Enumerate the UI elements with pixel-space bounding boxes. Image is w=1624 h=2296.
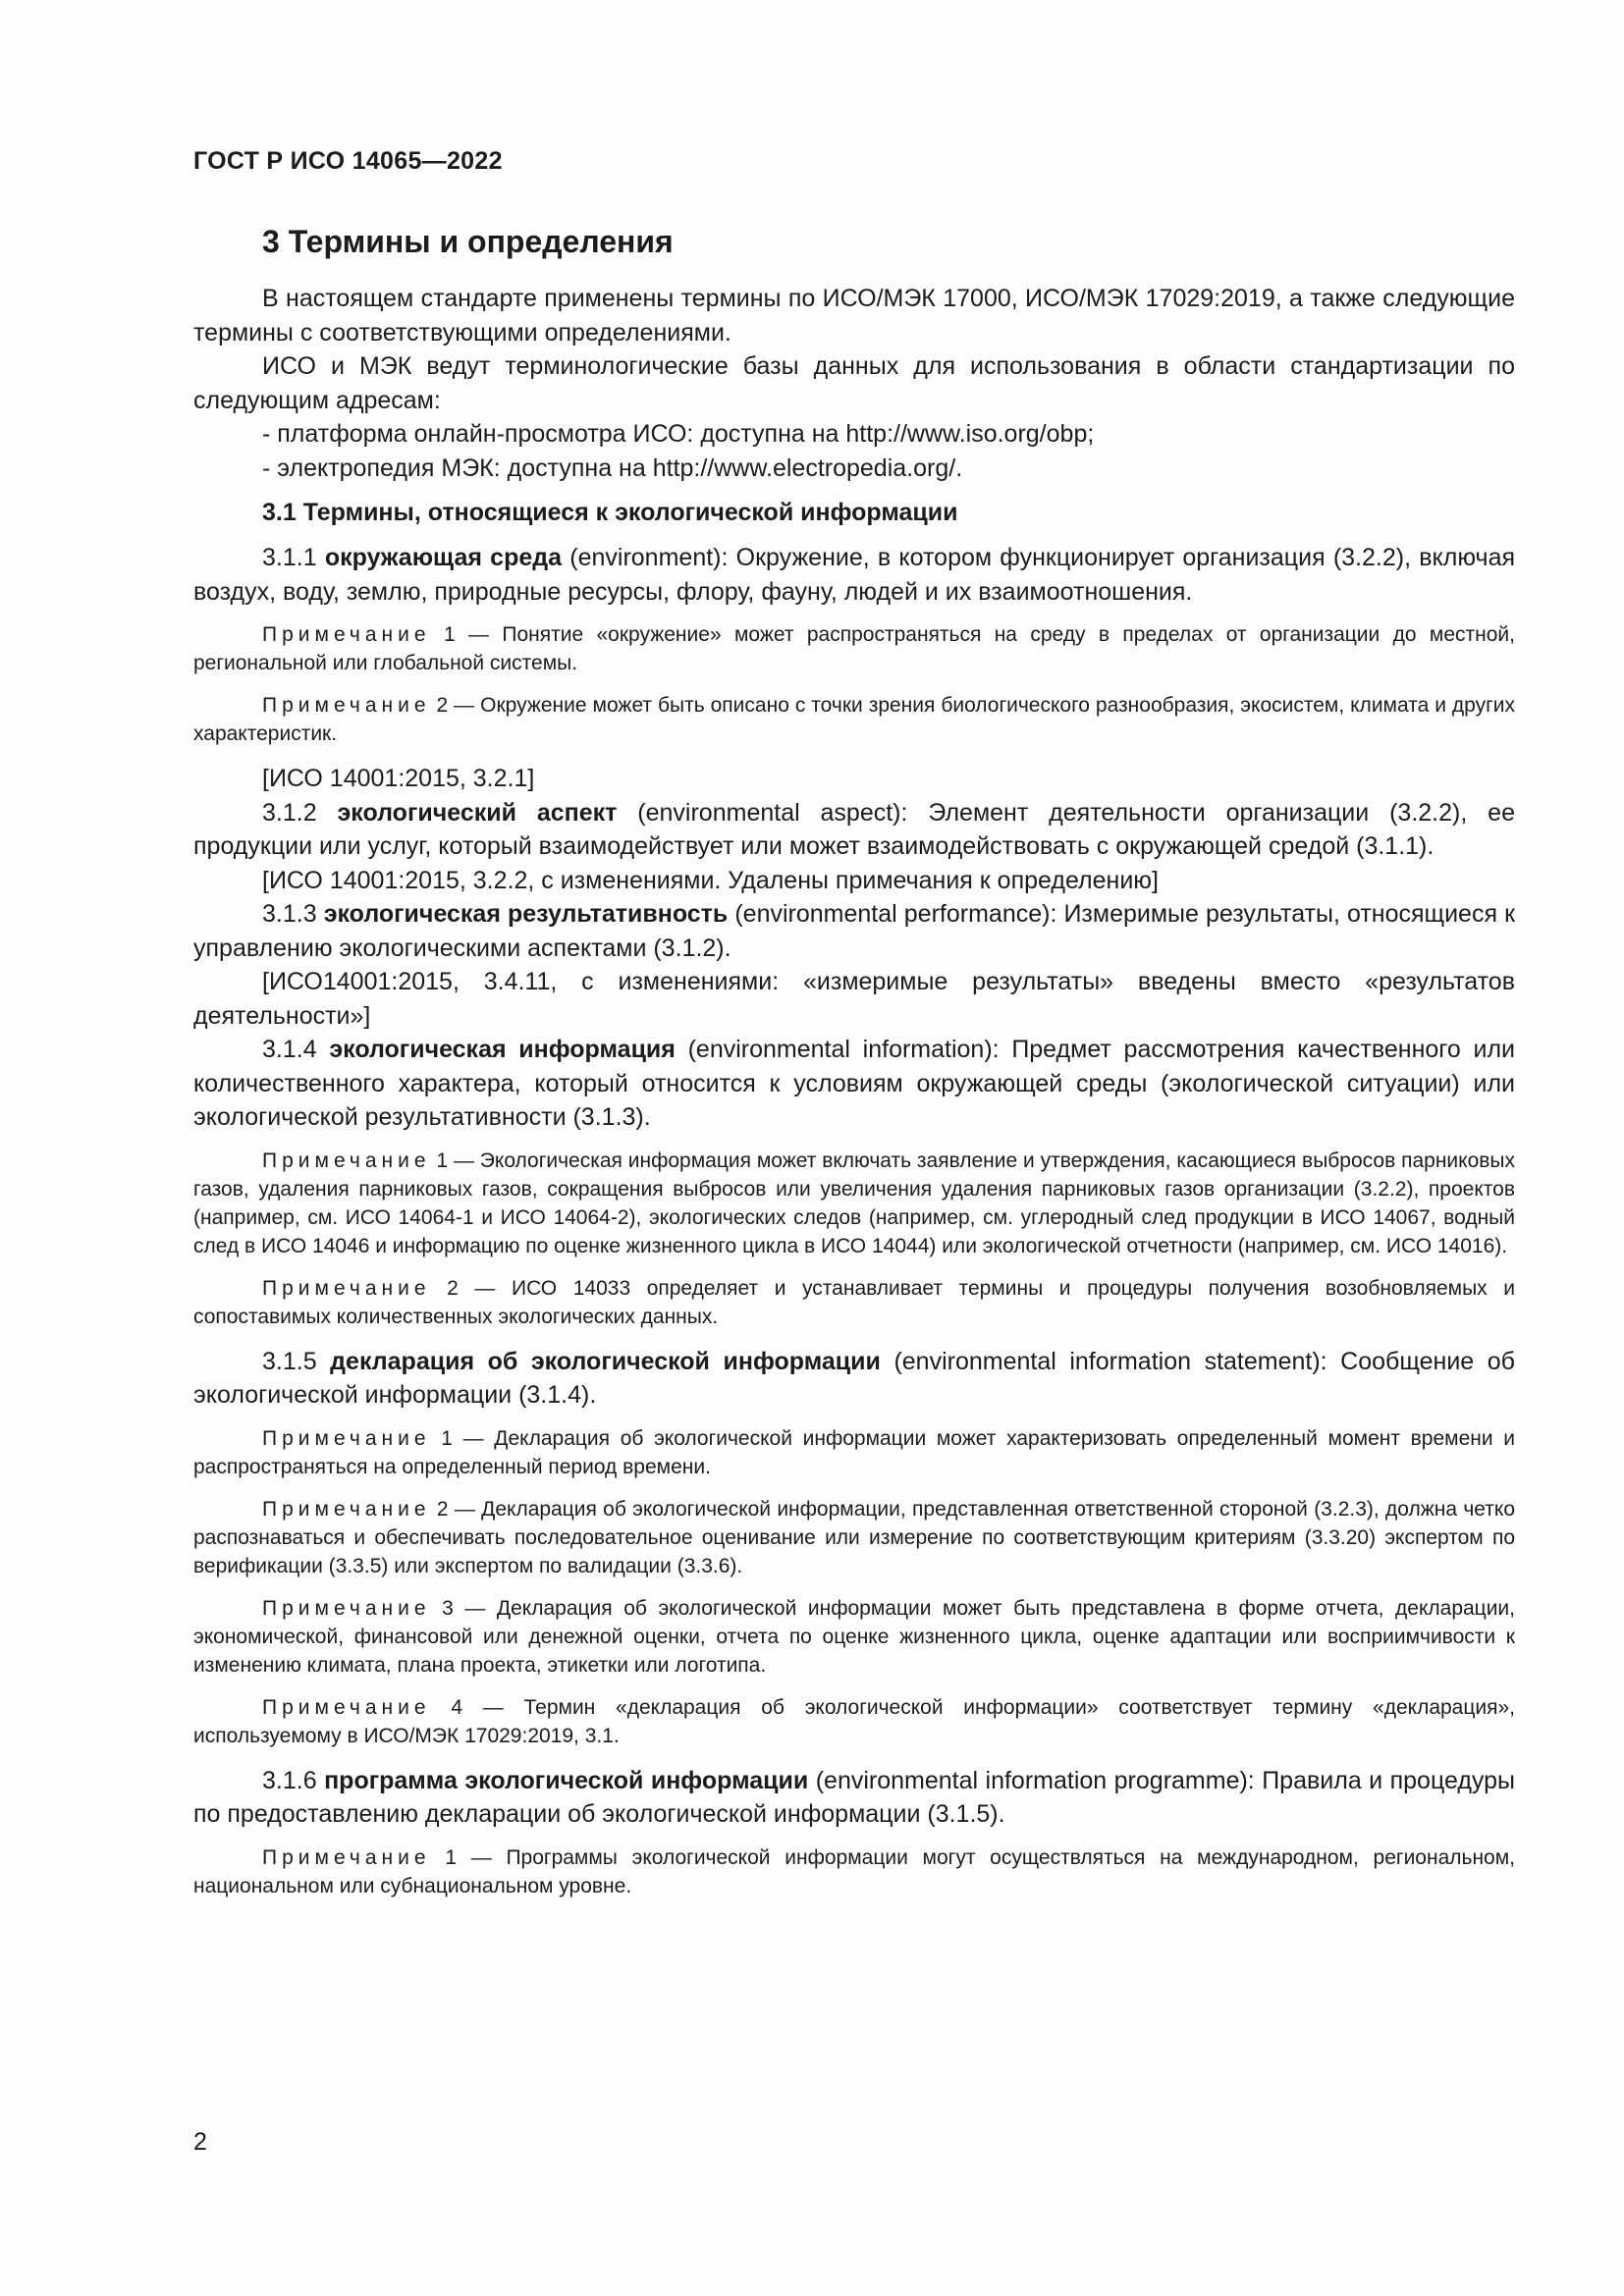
section-title: 3 Термины и определения [262,224,674,259]
term-entry-3-1-2 [193,796,1515,864]
term-number: 3.1.3 [262,900,317,928]
term-definition: (environmental information statement): Сообщение об экологической информации (3.1.4). [193,1347,1515,1409]
term-source: [ИСО 14001:2015, 3.2.2, с изменениями. Удалены примечания к определению] [262,866,1159,894]
note-label: Примечание [262,1497,431,1521]
term-number: 3.1.5 [262,1347,317,1375]
page-content [193,224,1515,1914]
note-text: 1 — Декларация об экологической информации может характеризовать определенный момент времени и распространяться на определенный период времени. [193,1426,1516,1478]
note-label: Примечание [262,623,431,646]
term-entry-3-1-1 [193,541,1515,609]
note-label: Примечание [262,1426,431,1450]
note-label: Примечание [262,694,431,717]
note-label: Примечание [262,1695,431,1719]
note [193,1495,1515,1580]
intro-paragraph: В настоящем стандарте применены термины по ИСО/МЭК 17000, ИСО/МЭК 17029:2019, а также следующие термины с соответствующими определениями. [193,285,1515,347]
note [193,620,1515,677]
note-label: Примечание [262,1596,431,1620]
note [193,691,1515,748]
term-number: 3.1.6 [262,1766,317,1794]
note-text: 1 — Экологическая информация может включать заявление и утверждения, касающиеся выбросов парниковых газов, удаления парниковых газов, сокращения выбросов или увеличения удаления парниковых газов организации (3.2.2), проектов (например, см. ИСО 14064-1 и ИСО 14064-2), экологических следов (например, см. углеродный след продукции в ИСО 14067, водный след в ИСО 14046 и информацию по оценке жизненного цикла в ИСО 14044) или экологической отчетности (например, см. ИСО 14016). [193,1148,1515,1257]
note-text: 2 — ИСО 14033 определяет и устанавливает термины и процедуры получения возобновляемых и сопоставимых количественных экологических данных. [193,1276,1515,1328]
term-entry-3-1-5 [193,1345,1515,1413]
note [193,1843,1515,1900]
note-label: Примечание [262,1845,431,1869]
note-text: 2 — Декларация об экологической информации, представленная ответственной стороной (3.2.3), должна четко распознаваться и обеспечивать последовательное оценивание или измерение по соответствующим критериям (3.3.20) экспертом по верификации (3.3.5) или экспертом по валидации (3.3.6). [193,1497,1515,1577]
term-entry-3-1-6 [193,1764,1515,1832]
term-number: 3.1.1 [262,544,317,571]
note [193,1147,1515,1260]
page-number: 2 [193,2128,207,2156]
term-name: экологическая результативность [323,900,729,928]
document-id: ГОСТ Р ИСО 14065—2022 [193,147,503,175]
term-name: экологический аспект [337,798,618,827]
note-text: 1 — Понятие «окружение» может распространяться на среду в пределах от организации до местной, региональной или глобальной системы. [193,623,1515,674]
note-text: 4 — Термин «декларация об экологической информации» соответствует термину «декларация», используемому в ИСО/МЭК 17029:2019, 3.1. [193,1695,1515,1747]
list-item: - платформа онлайн-просмотра ИСО: доступна на http://www.iso.org/obp; [262,420,1095,448]
term-name: окружающая среда [324,544,563,571]
note-label: Примечание [262,1148,431,1172]
note [193,1693,1515,1750]
list-item: - электропедия МЭК: доступна на http://www.electropedia.org/. [262,454,963,482]
term-entry-3-1-4 [193,1033,1515,1135]
term-definition: (environmental performance): Измеримые результаты, относящиеся к управлению экологическими аспектами (3.1.2). [193,900,1516,962]
subsection-title: 3.1 Термины, относящиеся к экологической информации [262,499,958,526]
term-definition: (environmental aspect): Элемент деятельности организации (3.2.2), ее продукции или услуг, который взаимодействует или может взаимодействовать с окружающей средой (3.1.1). [193,798,1515,860]
note-text: 3 — Декларация об экологической информации может быть представлена в форме отчета, декларации, экономической, финансовой или денежной оценки, отчета по оценке жизненного цикла, оценке адаптации или восприимчивости к изменению климата, плана проекта, этикетки или логотипа. [193,1596,1516,1677]
note [193,1594,1515,1680]
intro-paragraph: ИСО и МЭК ведут терминологические базы данных для использования в области стандартизации по следующим адресам: [193,352,1515,414]
term-entry-3-1-3 [193,897,1515,965]
term-source: [ИСО14001:2015, 3.4.11, с изменениями: «измеримые результаты» введены вместо «результатов деятельности»] [193,968,1515,1030]
note-text: 2 — Окружение может быть описано с точки зрения биологического разнообразия, экосистем, климата и других характеристик. [193,694,1515,745]
note-text: 1 — Программы экологической информации могут осуществляться на международном, региональном, национальном или субнациональном уровне. [193,1845,1516,1897]
note [193,1424,1515,1481]
term-source: [ИСО 14001:2015, 3.2.1] [262,765,535,792]
term-number: 3.1.4 [262,1036,317,1063]
term-number: 3.1.2 [262,798,317,827]
term-definition: (environmental information): Предмет рассмотрения качественного или количественного характера, который относится к условиям окружающей среды (экологической ситуации) или экологической результативности (3.1.3). [193,1036,1515,1131]
term-name: декларация об экологической информации [330,1347,881,1375]
term-name: программа экологической информации [324,1766,809,1794]
note [193,1274,1515,1331]
term-name: экологическая информация [329,1036,676,1063]
note-label: Примечание [262,1276,431,1300]
term-definition: (environmental information programme): Правила и процедуры по предоставлению декларации об экологической информации (3.1.5). [193,1766,1516,1828]
term-definition: (environment): Окружение, в котором функционирует организация (3.2.2), включая воздух, воду, землю, природные ресурсы, флору, фауну, людей и их взаимоотношения. [193,544,1516,606]
